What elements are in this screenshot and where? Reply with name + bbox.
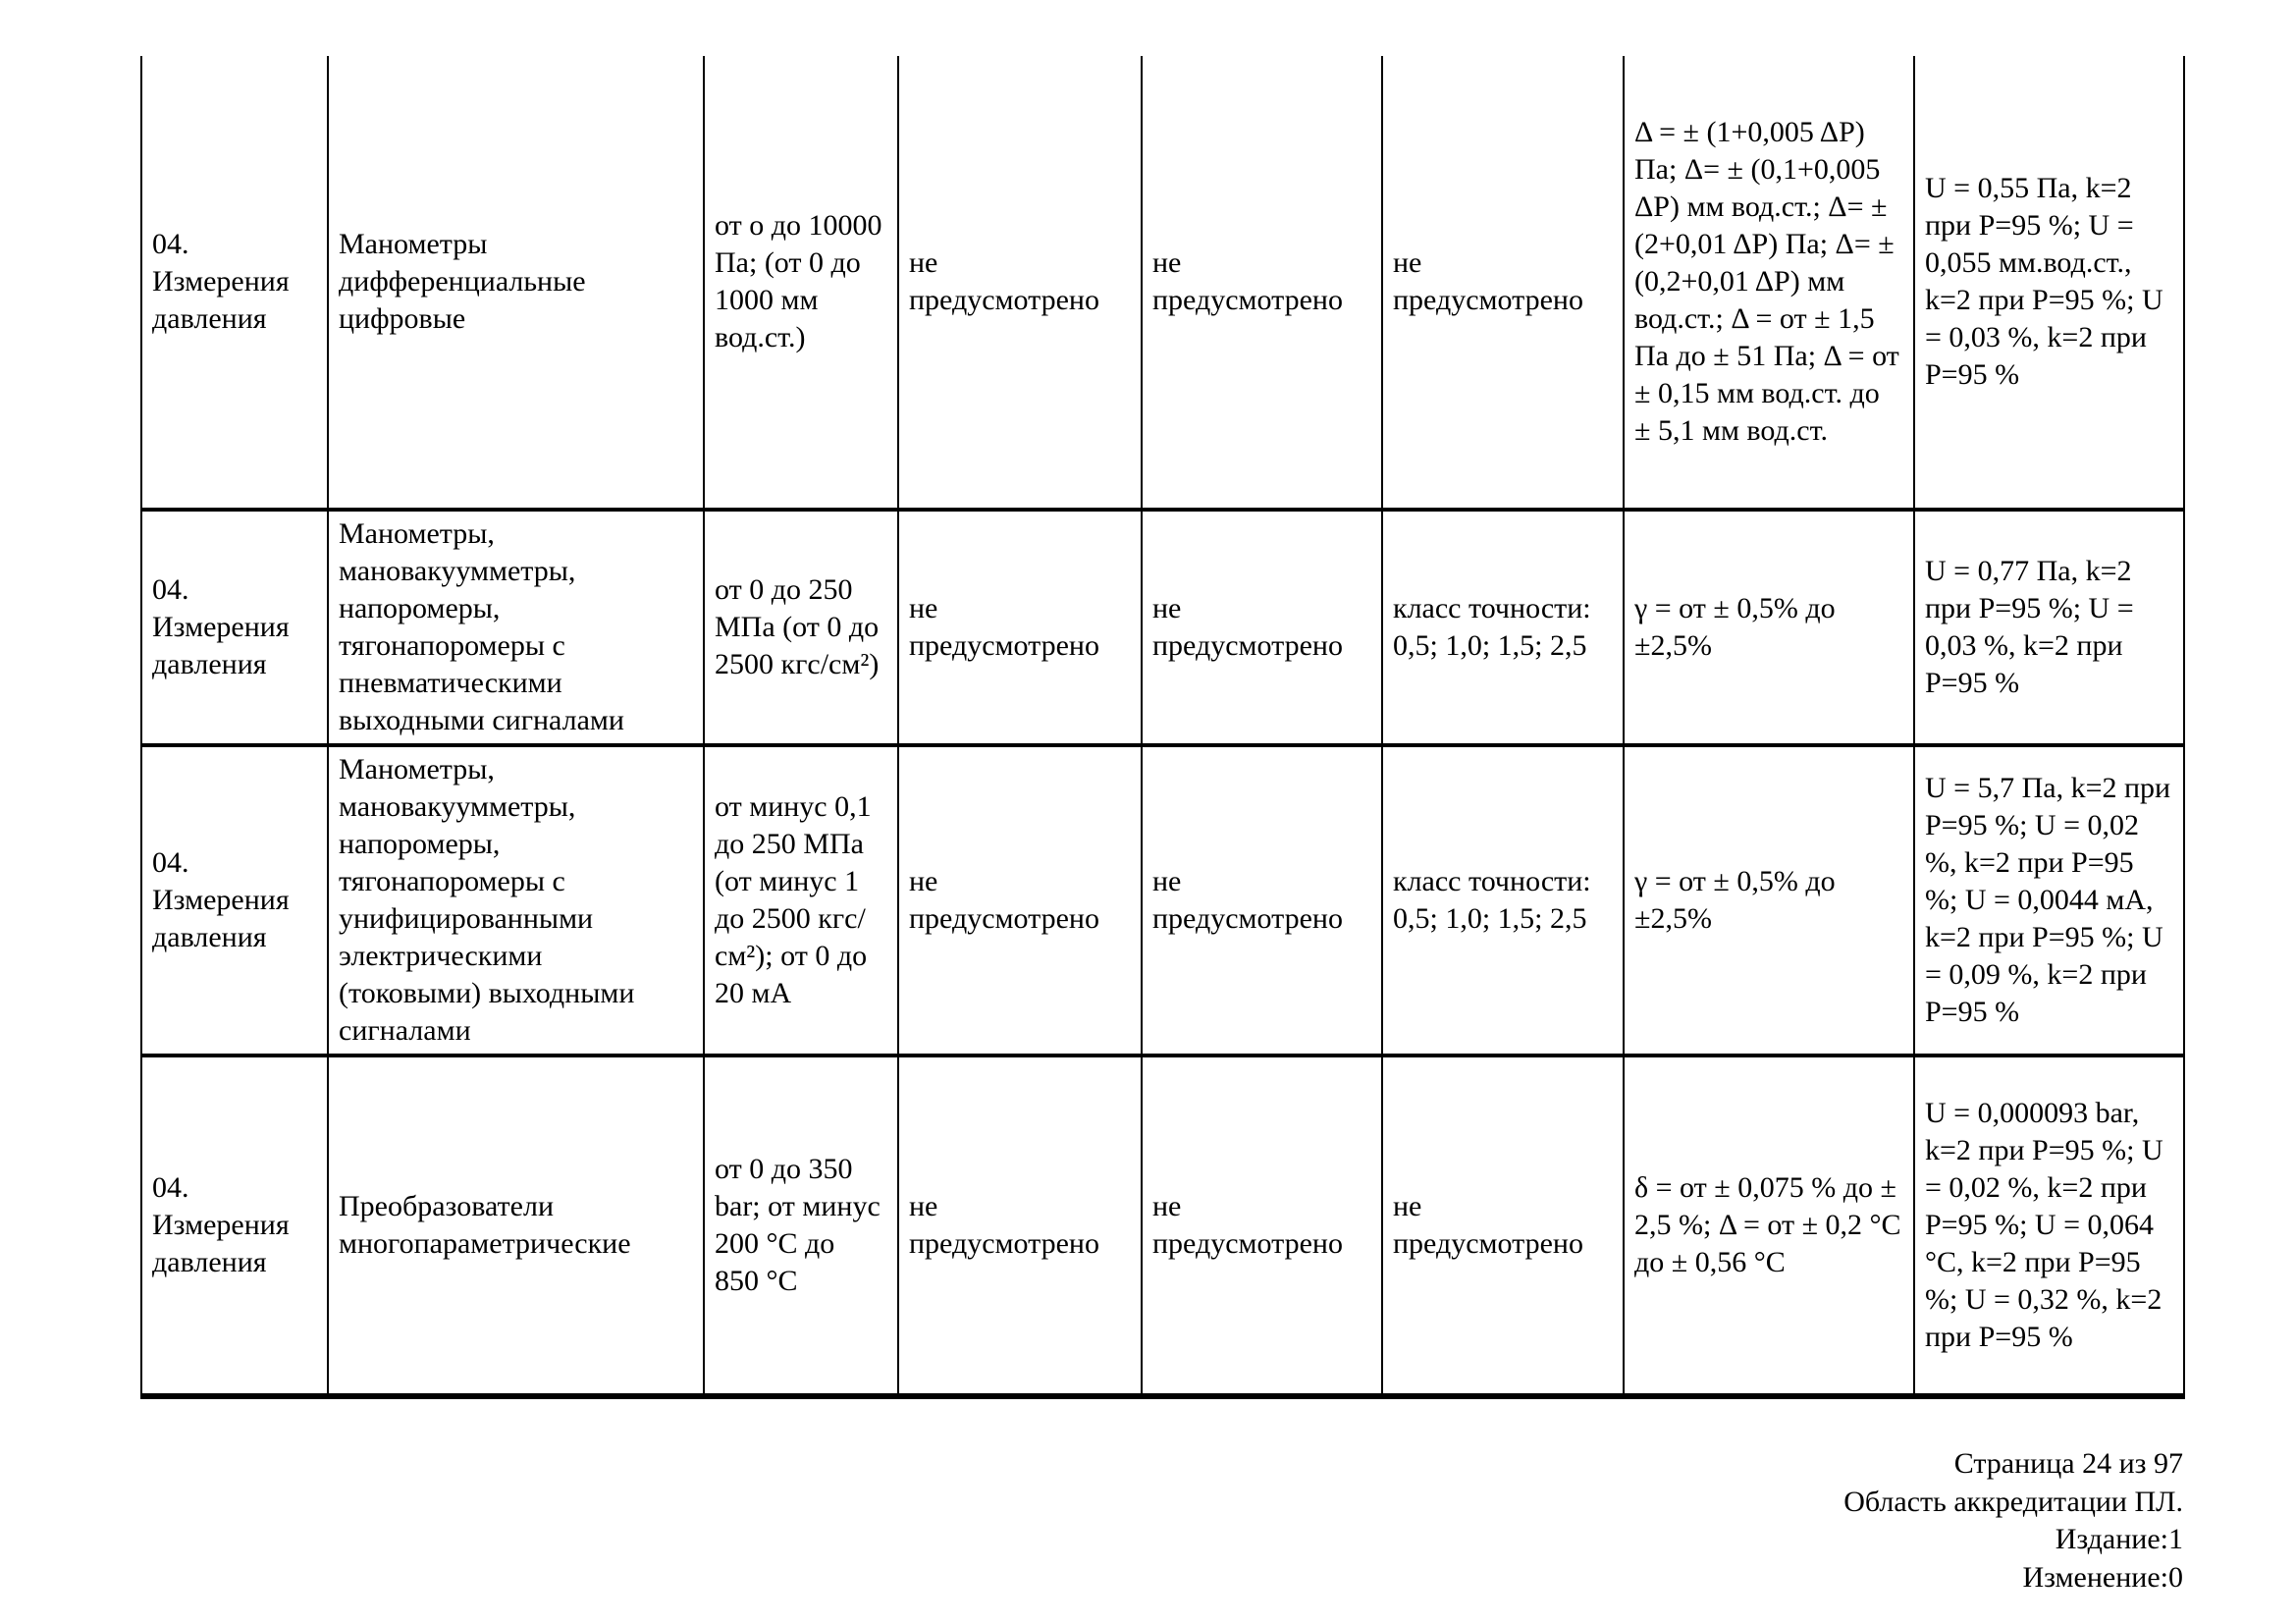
table-cell: Манометры, мановакуумметры, напоромеры, тягонапоромеры с унифицированными электрическими (токовыми) выходными сигналами [328,745,704,1056]
table-cell: от минус 0,1 до 250 МПа (от минус 1 до 2500 кгс/см²); от 0 до 20 мА [704,745,898,1056]
table-row [141,745,2184,1056]
table-cell: γ = от ± 0,5% до ±2,5% [1624,510,1914,745]
accreditation-scope-table [140,56,2185,1399]
table-row [141,510,2184,745]
table-cell: 04. Измерения давления [141,1056,328,1396]
table-cell: от 0 до 250 МПа (от 0 до 2500 кгс/см²) [704,510,898,745]
table-cell: U = 5,7 Па, k=2 при Р=95 %; U = 0,02 %, k=2 при Р=95 %; U = 0,0044 мА, k=2 при Р=95 %; U = 0,09 %, k=2 при Р=95 % [1914,745,2184,1056]
table-cell: не предусмотрено [1382,1056,1624,1396]
table-cell: не предусмотрено [1382,56,1624,510]
table-cell: 04. Измерения давления [141,745,328,1056]
table-row [141,1056,2184,1396]
table-cell: не предусмотрено [898,1056,1142,1396]
table-cell: от о до 10000 Па; (от 0 до 1000 мм вод.ст.) [704,56,898,510]
table-cell: γ = от ± 0,5% до ±2,5% [1624,745,1914,1056]
table-cell: не предусмотрено [1142,510,1382,745]
table-cell: не предусмотрено [898,745,1142,1056]
table-cell: Манометры дифференциальные цифровые [328,56,704,510]
table-cell: класс точности: 0,5; 1,0; 1,5; 2,5 [1382,510,1624,745]
table-cell: не предусмотрено [1142,745,1382,1056]
table-cell: Манометры, мановакуумметры, напоромеры, тягонапоромеры с пневматическими выходными сигналами [328,510,704,745]
table-cell: Преобразователи многопараметрические [328,1056,704,1396]
footer-line-revision: Изменение:0 [2022,1560,2183,1594]
table-cell: U = 0,77 Па, k=2 при Р=95 %; U = 0,03 %, k=2 при Р=95 % [1914,510,2184,745]
table-row [141,56,2184,510]
table-cell: не предусмотрено [1142,1056,1382,1396]
table-cell: не предусмотрено [898,56,1142,510]
table-cell: δ = от ± 0,075 % до ± 2,5 %; Δ = от ± 0,2 °С до ± 0,56 °С [1624,1056,1914,1396]
table-cell: Δ = ± (1+0,005 ΔР) Па; Δ= ± (0,1+0,005 ΔР) мм вод.ст.; Δ= ± (2+0,01 ΔР) Па; Δ= ± (0,2+0,01 ΔР) мм вод.ст.; Δ = от ± 1,5 Па до ± 51 Па; Δ = от ± 0,15 мм вод.ст. до ± 5,1 мм вод.ст. [1624,56,1914,510]
table-cell: от 0 до 350 bar; от минус 200 °С до 850 °С [704,1056,898,1396]
table-cell: не предусмотрено [898,510,1142,745]
table-cell: не предусмотрено [1142,56,1382,510]
footer-line-page-number: Страница 24 из 97 [1953,1447,2183,1480]
table-cell: класс точности: 0,5; 1,0; 1,5; 2,5 [1382,745,1624,1056]
table-cell: 04. Измерения давления [141,510,328,745]
footer-line-edition: Издание:1 [2055,1523,2183,1555]
table-cell: U = 0,55 Па, k=2 при Р=95 %; U = 0,055 мм.вод.ст., k=2 при Р=95 %; U = 0,03 %, k=2 при Р=95 % [1914,56,2184,510]
table-cell: U = 0,000093 bar, k=2 при Р=95 %; U = 0,02 %, k=2 при Р=95 %; U = 0,064 °С, k=2 при Р=95 %; U = 0,32 %, k=2 при Р=95 % [1914,1056,2184,1396]
page-footer [1843,1445,2183,1597]
accreditation-table-body [141,56,2184,1396]
footer-line-document-title: Область аккредитации ПЛ. [1843,1485,2183,1518]
table-cell: 04. Измерения давления [141,56,328,510]
